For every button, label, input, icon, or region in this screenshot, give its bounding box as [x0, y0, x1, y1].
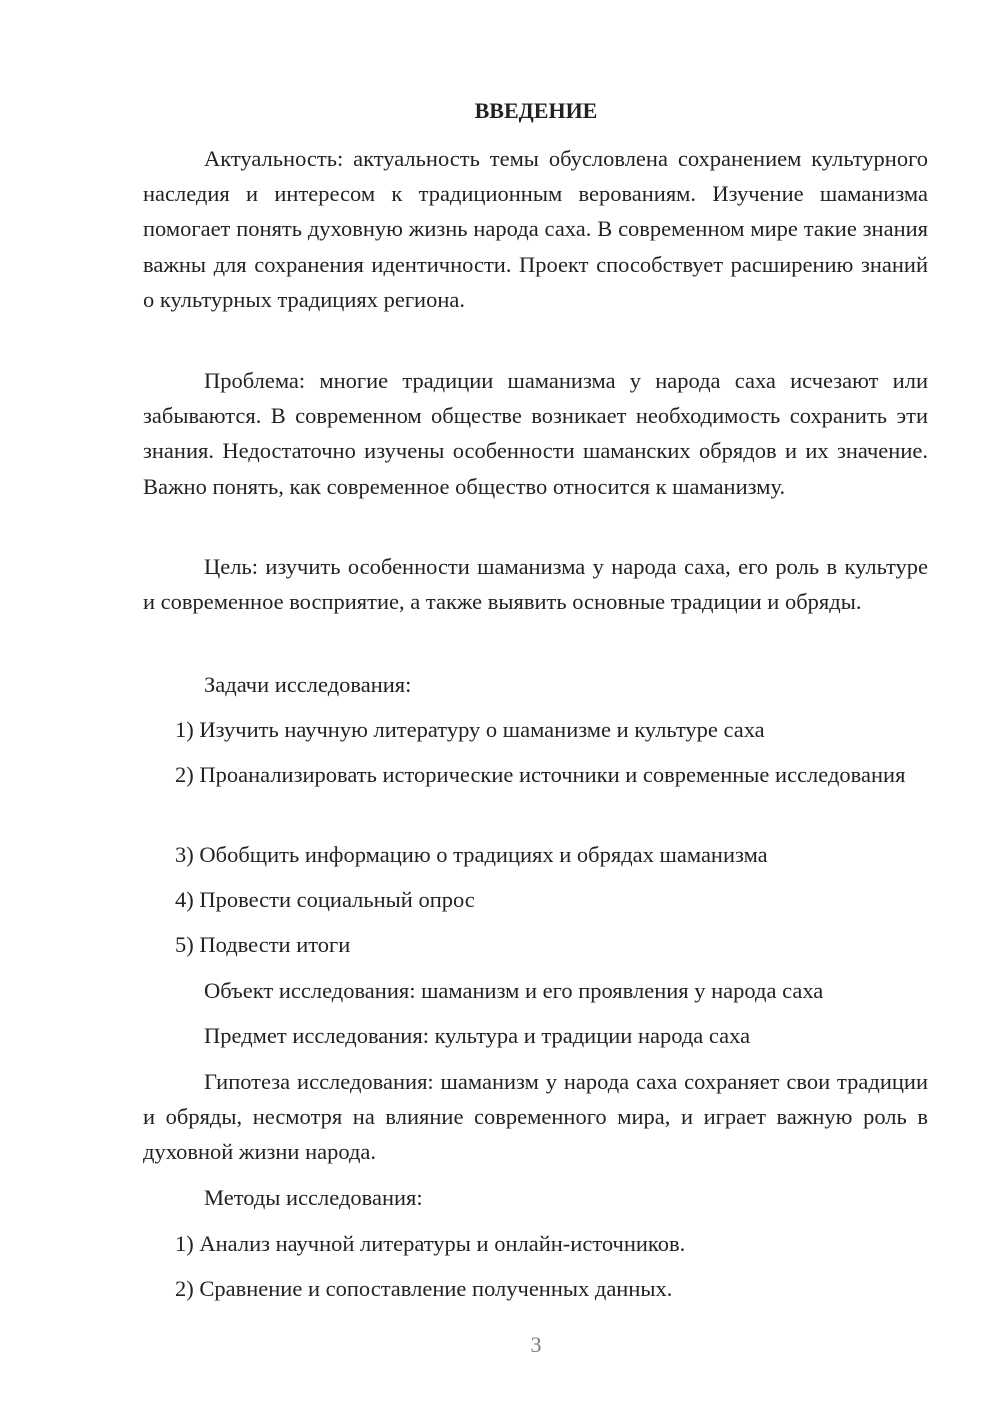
task-item-2: 2) Проанализировать исторические источники и современные исследования: [175, 762, 906, 787]
problem-paragraph: Проблема: многие традиции шаманизма у народа саха исчезают или забываются. В современном обществе возникает необходимость сохранить эти знания. Недостаточно изучены особенности шаманских обрядов и их значение. Важно понять, как современное общество относится к шаманизму.: [143, 368, 928, 499]
task-item-1: 1) Изучить научную литературу о шаманизме и культуре саха: [175, 717, 765, 742]
goal-paragraph: Цель: изучить особенности шаманизма у народа саха, его роль в культуре и современное восприятие, а также выявить основные традиции и обряды.: [143, 554, 928, 615]
method-item-1: 1) Анализ научной литературы и онлайн-источников.: [175, 1231, 686, 1256]
research-subject: Предмет исследования: культура и традиции народа саха: [204, 1023, 751, 1048]
hypothesis-paragraph: Гипотеза исследования: шаманизм у народа саха сохраняет свои традиции и обряды, несмотря на влияние современного мира, и играет важную роль в духовной жизни народа.: [143, 1069, 928, 1165]
task-item-4: 4) Провести социальный опрос: [175, 887, 475, 912]
page-number: 3: [530, 1332, 542, 1357]
research-object: Объект исследования: шаманизм и его проявления у народа саха: [204, 978, 824, 1003]
page-title: ВВЕДЕНИЕ: [474, 98, 598, 123]
task-item-3: 3) Обобщить информацию о традициях и обрядах шаманизма: [175, 842, 768, 867]
methods-heading: Методы исследования:: [204, 1185, 423, 1210]
tasks-heading: Задачи исследования:: [204, 672, 412, 697]
method-item-2: 2) Сравнение и сопоставление полученных данных.: [175, 1276, 673, 1301]
relevance-paragraph: Актуальность: актуальность темы обусловлена сохранением культурного наследия и интересом к традиционным верованиям. Изучение шаманизма помогает понять духовную жизнь народа саха. В современном мире такие знания важны для сохранения идентичности. Проект способствует расширению знаний о культурных традициях региона.: [143, 146, 928, 312]
task-item-5: 5) Подвести итоги: [175, 932, 351, 957]
